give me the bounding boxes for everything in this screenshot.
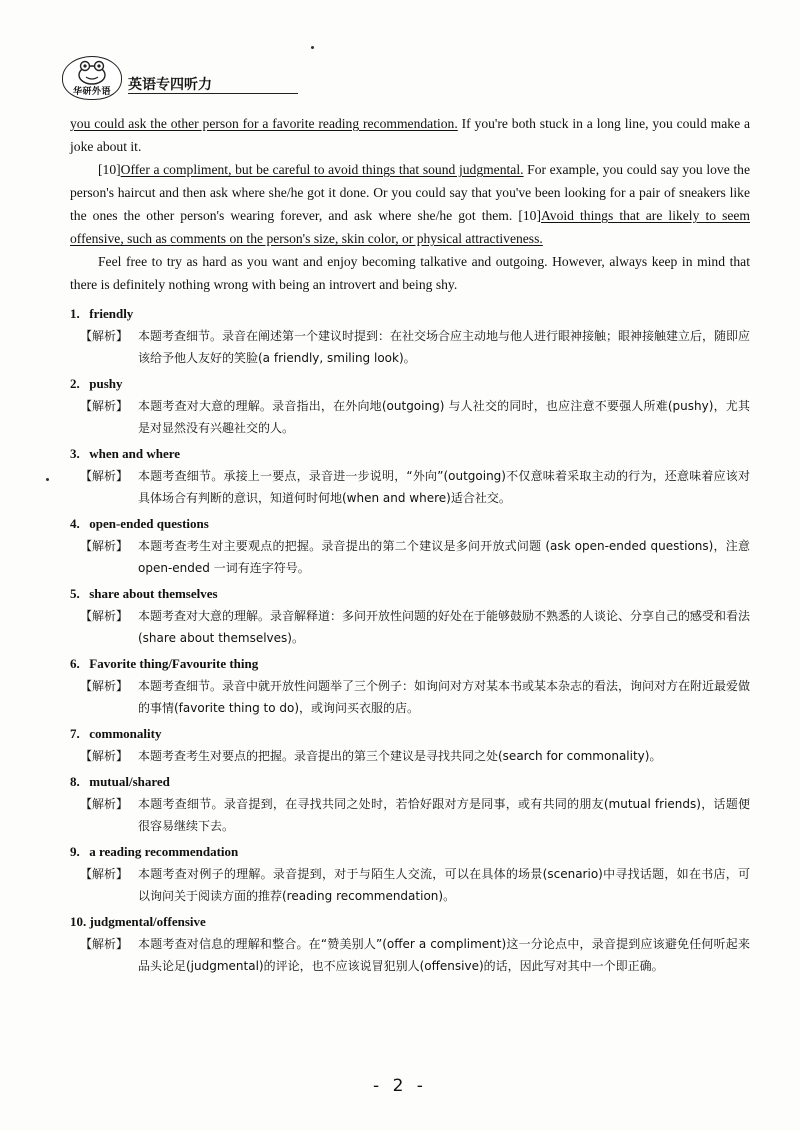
- explanation-label: 【解析】: [80, 469, 129, 483]
- answer-title: [70, 443, 750, 465]
- question-number: 1.: [70, 306, 80, 321]
- answer-item: [70, 723, 750, 767]
- answer-item: [70, 583, 750, 649]
- scan-speck: [311, 46, 314, 49]
- passage-paragraph: Feel free to try as hard as you want and enjoy becoming talkative and outgoing. However, always keep in mind that there is definitely nothing wrong with being an introvert and being shy.: [70, 254, 750, 292]
- answer-title: [70, 841, 750, 863]
- explanation: [80, 793, 750, 837]
- answer-title: [70, 911, 750, 933]
- explanation-label: 【解析】: [80, 679, 129, 693]
- publisher-logo: [62, 56, 122, 100]
- answer-text: open-ended questions: [89, 516, 209, 531]
- logo-text: 华研外语: [72, 87, 111, 97]
- answer-text: mutual/shared: [89, 774, 170, 789]
- explanation-text: 本题考查考生对主要观点的把握。录音提出的第二个建议是多问开放式问题 (ask open-ended questions)，注意 open-ended 一词有连字符号。: [138, 539, 750, 575]
- answer-text: share about themselves: [89, 586, 218, 601]
- explanation: [80, 395, 750, 439]
- answer-item: [70, 373, 750, 439]
- header-divider: [128, 93, 298, 94]
- frog-mascot-icon: [75, 59, 109, 85]
- explanation-label: 【解析】: [80, 609, 129, 623]
- scan-speck: [46, 478, 49, 481]
- answer-item: [70, 303, 750, 369]
- question-number: 2.: [70, 376, 80, 391]
- explanation: [80, 863, 750, 907]
- explanation-text: 本题考查对例子的理解。录音提到，对于与陌生人交流，可以在具体的场景(scenario)中寻找话题，如在书店，可以询问关于阅读方面的推荐(reading recommendation)。: [138, 867, 750, 903]
- passage-paragraph: you could ask the other person for a favorite reading recommendation. If you're both stuck in a long line, you could make a joke about it.: [70, 116, 750, 154]
- answer-text: friendly: [89, 306, 134, 321]
- underlined-answer-text: Offer a compliment, but be careful to avoid things that sound judgmental.: [120, 162, 524, 177]
- answer-title: [70, 653, 750, 675]
- question-number: 3.: [70, 446, 80, 461]
- answer-item: [70, 513, 750, 579]
- answer-title: [70, 513, 750, 535]
- answer-item: [70, 911, 750, 977]
- question-number: 5.: [70, 586, 80, 601]
- explanation: [80, 933, 750, 977]
- answer-title: [70, 723, 750, 745]
- answer-text: commonality: [89, 726, 162, 741]
- explanation: [80, 465, 750, 509]
- explanation: [80, 745, 750, 767]
- explanation-text: 本题考查细节。承接上一要点，录音进一步说明，“外向”(outgoing)不仅意味着采取主动的行为，还意味着应该对具体场合有判断的意识，知道何时何地(when and where)适合社交。: [138, 469, 750, 505]
- explanation-label: 【解析】: [80, 937, 129, 951]
- explanation-text: 本题考查对大意的理解。录音指出，在外向地(outgoing) 与人社交的同时，也应注意不要强人所难(pushy)，尤其是对显然没有兴趣社交的人。: [138, 399, 750, 435]
- explanation-text: 本题考查对大意的理解。录音解释道：多问开放性问题的好处在于能够鼓励不熟悉的人谈论、分享自己的感受和看法(share about themselves)。: [138, 609, 751, 645]
- answer-item: [70, 443, 750, 509]
- answer-title: [70, 583, 750, 605]
- explanation-text: 本题考查对信息的理解和整合。在“赞美别人”(offer a compliment)这一分论点中，录音提到应该避免任何听起来品头论足(judgmental)的评论，也不应该说冒犯别人(offensive)的话，因此写对其中一个即正确。: [138, 937, 750, 973]
- question-number: 9.: [70, 844, 80, 859]
- explanation: [80, 535, 750, 579]
- explanation-label: 【解析】: [80, 749, 129, 763]
- question-number: 7.: [70, 726, 80, 741]
- underlined-answer-text: Avoid things that are likely to seem offensive, such as comments on the person's size, skin color, or physical attractiveness.: [70, 208, 751, 246]
- explanation-text: 本题考查细节。录音在阐述第一个建议时提到：在社交场合应主动地与他人进行眼神接触；眼神接触建立后，随即应该给予他人友好的笑脸(a friendly, smiling look)。: [138, 329, 751, 365]
- question-marker: [10]: [98, 162, 121, 177]
- page-number: - 2 -: [373, 1076, 427, 1096]
- explanation-label: 【解析】: [80, 867, 129, 881]
- answer-text: Favorite thing/Favourite thing: [89, 656, 259, 671]
- question-number: 6.: [70, 656, 80, 671]
- answer-item: [70, 771, 750, 837]
- answer-item: [70, 841, 750, 907]
- explanation: [80, 675, 750, 719]
- explanation: [80, 605, 750, 649]
- question-number: 8.: [70, 774, 80, 789]
- answer-title: [70, 771, 750, 793]
- answer-title: [70, 303, 750, 325]
- explanation-text: 本题考查细节。录音提到，在寻找共同之处时，若恰好跟对方是同事，或有共同的朋友(mutual friends)，话题便很容易继续下去。: [138, 797, 750, 833]
- answer-list: [70, 303, 750, 977]
- explanation-label: 【解析】: [80, 797, 129, 811]
- page-content: [70, 112, 750, 977]
- answer-text: a reading recommendation: [89, 844, 239, 859]
- book-title: 英语专四听力: [128, 77, 212, 93]
- explanation-label: 【解析】: [80, 399, 129, 413]
- answer-item: [70, 653, 750, 719]
- question-number: 4.: [70, 516, 80, 531]
- answer-text: pushy: [89, 376, 123, 391]
- explanation-text: 本题考查细节。录音中就开放性问题举了三个例子：如询问对方对某本书或某本杂志的看法，询问对方在附近最爱做的事情(favorite thing to do)，或询问买衣服的店。: [138, 679, 751, 715]
- explanation-label: 【解析】: [80, 329, 129, 343]
- passage-paragraph: [10]Offer a compliment, but be careful to avoid things that sound judgmental. For example, you could say you love the person's haircut and then ask where she/he got it done. Or you could say that you've been looking for a pair of sneakers like the ones the other person's wearing forever, and ask where she/he got them. [10]Avoid things that are likely to seem offensive, such as comments on the person's size, skin color, or physical attractiveness.: [70, 162, 751, 246]
- question-number: 10.: [70, 914, 87, 929]
- question-marker: [10]: [518, 208, 541, 223]
- explanation-text: 本题考查考生对要点的把握。录音提出的第三个建议是寻找共同之处(search for commonality)。: [138, 749, 662, 763]
- page-header: [62, 56, 302, 100]
- answer-text: judgmental/offensive: [89, 914, 206, 929]
- answer-text: when and where: [89, 446, 181, 461]
- explanation: [80, 325, 750, 369]
- explanation-label: 【解析】: [80, 539, 129, 553]
- answer-title: [70, 373, 750, 395]
- underlined-answer-text: you could ask the other person for a favorite reading recommendation.: [70, 116, 458, 131]
